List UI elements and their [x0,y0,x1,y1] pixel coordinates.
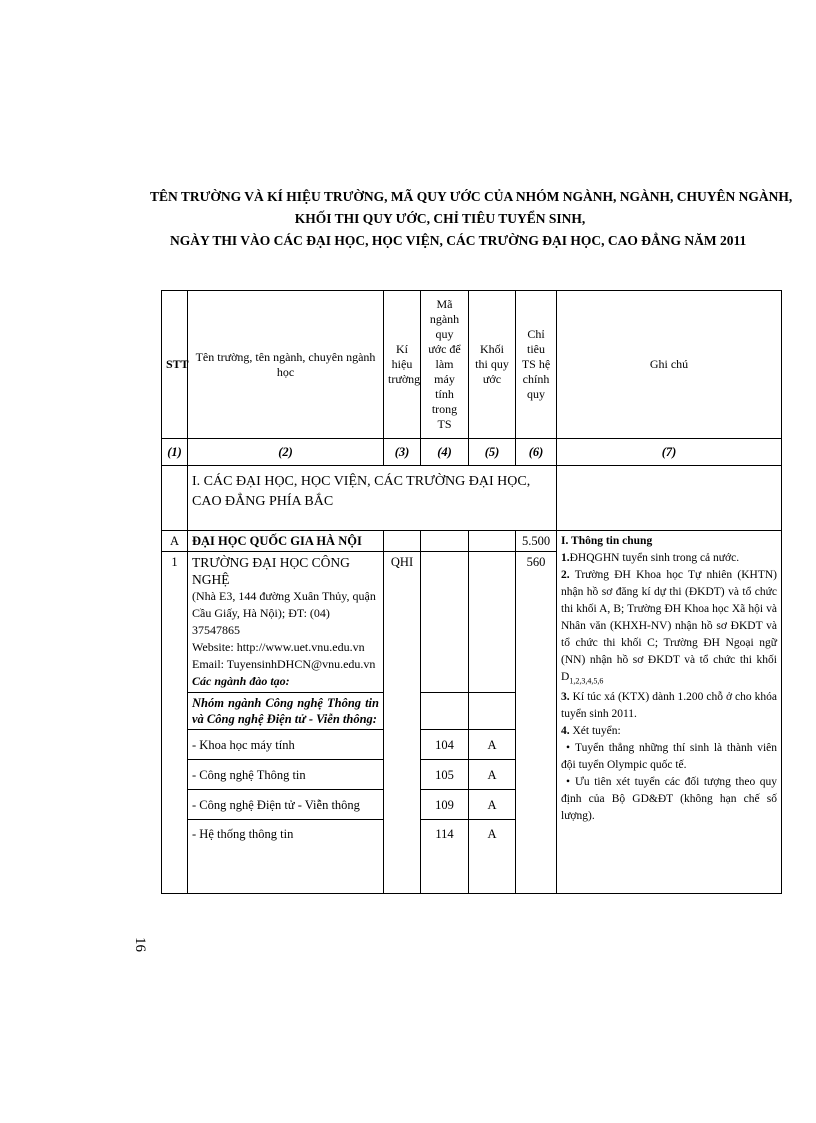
note-bullet-2: Ưu tiên xét tuyển các đối tượng theo quy định của Bộ GD&ĐT (không hạn chế số lượng). [561,776,777,823]
major-name: - Khoa học máy tính [188,730,384,760]
note-2-number: 2. [561,569,570,581]
row-1-school [188,552,384,693]
header-name: Tên trường, tên ngành, chuyên ngành học [188,291,384,439]
admissions-table [161,290,782,894]
header-note: Ghi chú [557,291,782,439]
major-block: A [469,730,516,760]
note-1: ĐHQGHN tuyển sinh trong cả nước. [569,552,740,564]
row-1-stt: 1 [162,552,188,894]
row-a-stt: A [162,531,188,552]
school-name: TRƯỜNG ĐẠI HỌC CÔNG NGHỆ [192,555,350,587]
header-stt: STT [162,291,188,439]
col-num-2: (2) [188,439,384,466]
program-group: Nhóm ngành Công nghệ Thông tin và Công nghệ Điện tử - Viễn thông: [188,693,384,730]
note-4-number: 4. [561,725,570,738]
major-block: A [469,760,516,790]
title-line-1: TÊN TRƯỜNG VÀ KÍ HIỆU TRƯỜNG, MÃ QUY ƯỚC CỦA NHÓM NGÀNH, NGÀNH, CHUYÊN NGÀNH, [150,189,793,204]
major-code: 104 [421,730,469,760]
header-row [162,291,782,439]
section-row [162,466,782,531]
school-address: (Nhà E3, 144 đường Xuân Thủy, quận Cầu Giấy, Hà Nội); ĐT: (04) 37547865 [192,589,376,637]
notes-heading: I. Thông tin chung [561,535,653,547]
notes-cell [557,531,782,894]
title-line-2: KHỐI THI QUY ƯỚC, CHỈ TIÊU TUYỂN SINH, [294,211,586,226]
header-block: Khối thi quy ước [469,291,516,439]
bullet-icon: • [565,742,571,755]
row-1-code: QHI [384,552,421,894]
row-a-quota: 5.500 [516,531,557,552]
school-email: Email: TuyensinhDHCN@vnu.edu.vn [192,657,376,671]
note-2-subscript: 1,2,3,4,5,6 [569,676,604,686]
title-line-3: NGÀY THI VÀO CÁC ĐẠI HỌC, HỌC VIỆN, CÁC TRƯỜNG ĐẠI HỌC, CAO ĐẲNG NĂM 2011 [170,233,747,248]
note-4: Xét tuyển: [572,725,621,738]
header-code: Kí hiệu trường [384,291,421,439]
major-block: A [469,790,516,820]
major-name: - Hệ thống thông tin [188,820,384,894]
row-a [162,531,782,552]
school-website: Website: http://www.uet.vnu.edu.vn [192,640,365,654]
major-block: A [469,820,516,894]
major-name: - Công nghệ Điện tử - Viễn thông [188,790,384,820]
bullet-icon: • [565,776,571,789]
column-number-row [162,439,782,466]
major-code: 109 [421,790,469,820]
note-bullet-1: Tuyển thẳng những thí sinh là thành viên đội tuyển Olympic quốc tế. [561,742,777,772]
major-code: 114 [421,820,469,894]
programs-label: Các ngành đào tạo: [192,674,290,688]
header-quota: Chỉ tiêu TS hệ chính quy [516,291,557,439]
page-number: 16 [132,937,148,952]
col-num-6: (6) [516,439,557,466]
major-name: - Công nghệ Thông tin [188,760,384,790]
section-heading: I. CÁC ĐẠI HỌC, HỌC VIỆN, CÁC TRƯỜNG ĐẠI HỌC, CAO ĐẲNG PHÍA BẮC [188,466,557,531]
col-num-3: (3) [384,439,421,466]
note-2: Trường ĐH Khoa học Tự nhiên (KHTN) nhận hồ sơ đăng kí dự thi (ĐKDT) và tổ chức thi khối A, B; Trường ĐH Khoa học Xã hội và Nhân văn (KHXH-NV) nhận hồ sơ ĐKDT và tổ chức thi khối C; Trường ĐH Ngoại ngữ (NN) nhận hồ sơ ĐKDT và tổ chức thi khối D [561,569,777,683]
note-1-number: 1. [561,552,570,564]
note-3: Kí túc xá (KTX) dành 1.200 chỗ ở cho khóa tuyển sinh 2011. [561,691,777,721]
note-3-number: 3. [561,691,570,704]
col-num-1: (1) [162,439,188,466]
col-num-5: (5) [469,439,516,466]
row-1-quota: 560 [516,552,557,894]
header-major-code: Mã ngành quy ước để làm máy tính trong TS [421,291,469,439]
col-num-4: (4) [421,439,469,466]
major-code: 105 [421,760,469,790]
row-a-name: ĐẠI HỌC QUỐC GIA HÀ NỘI [188,531,384,552]
col-num-7: (7) [557,439,782,466]
document-title [150,186,793,252]
